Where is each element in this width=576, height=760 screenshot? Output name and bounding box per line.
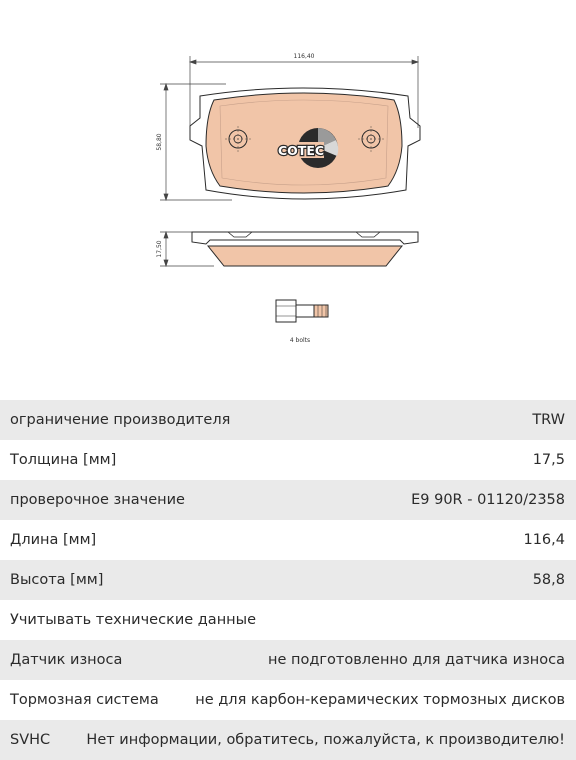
- spec-label: Тормозная система: [10, 692, 159, 708]
- spec-row-height: [0, 560, 576, 600]
- spec-value: E9 90R - 01120/2358: [411, 492, 565, 508]
- spec-row-test-value: [0, 480, 576, 520]
- thickness-dimension-label: 17,50: [156, 240, 163, 258]
- spec-value: TRW: [532, 412, 565, 428]
- spec-label: проверочное значение: [10, 492, 185, 508]
- spec-label: Толщина [мм]: [10, 452, 117, 468]
- spec-value: Нет информации, обратитесь, пожалуйста, к производителю!: [86, 732, 565, 748]
- spec-value: 116,4: [523, 532, 565, 548]
- spec-row-technical-data: [0, 600, 576, 640]
- spec-value: не для карбон-керамических тормозных дисков: [195, 692, 565, 708]
- spec-label: SVHC: [10, 732, 51, 748]
- bolt-drawing: [276, 300, 328, 322]
- spec-label: Высота [мм]: [10, 572, 104, 588]
- spec-value: 58,8: [532, 572, 565, 588]
- cotec-logo-text: COTEC: [278, 143, 325, 158]
- spec-row-thickness: [0, 440, 576, 480]
- width-dimension-label: 116,40: [293, 53, 315, 60]
- spec-row-brake-system: [0, 680, 576, 720]
- side-view-backing: [192, 232, 418, 244]
- side-view-clips: [228, 232, 380, 237]
- specifications-table: [0, 400, 576, 760]
- spec-row-manufacturer-restriction: [0, 400, 576, 440]
- spec-row-svhc: [0, 720, 576, 760]
- side-view-friction: [208, 246, 402, 266]
- spec-label: Учитывать технические данные: [10, 612, 257, 628]
- spec-label: Датчик износа: [10, 652, 123, 668]
- bolts-note: 4 bolts: [289, 337, 311, 344]
- thickness-dimension: [160, 232, 214, 266]
- spec-label: Длина [мм]: [10, 532, 97, 548]
- spec-row-wear-sensor: [0, 640, 576, 680]
- spec-value: не подготовленно для датчика износа: [268, 652, 565, 668]
- spec-row-length: [0, 520, 576, 560]
- height-dimension-label: 58,80: [156, 133, 163, 151]
- spec-label: ограничение производителя: [10, 412, 231, 428]
- spec-value: 17,5: [532, 452, 565, 468]
